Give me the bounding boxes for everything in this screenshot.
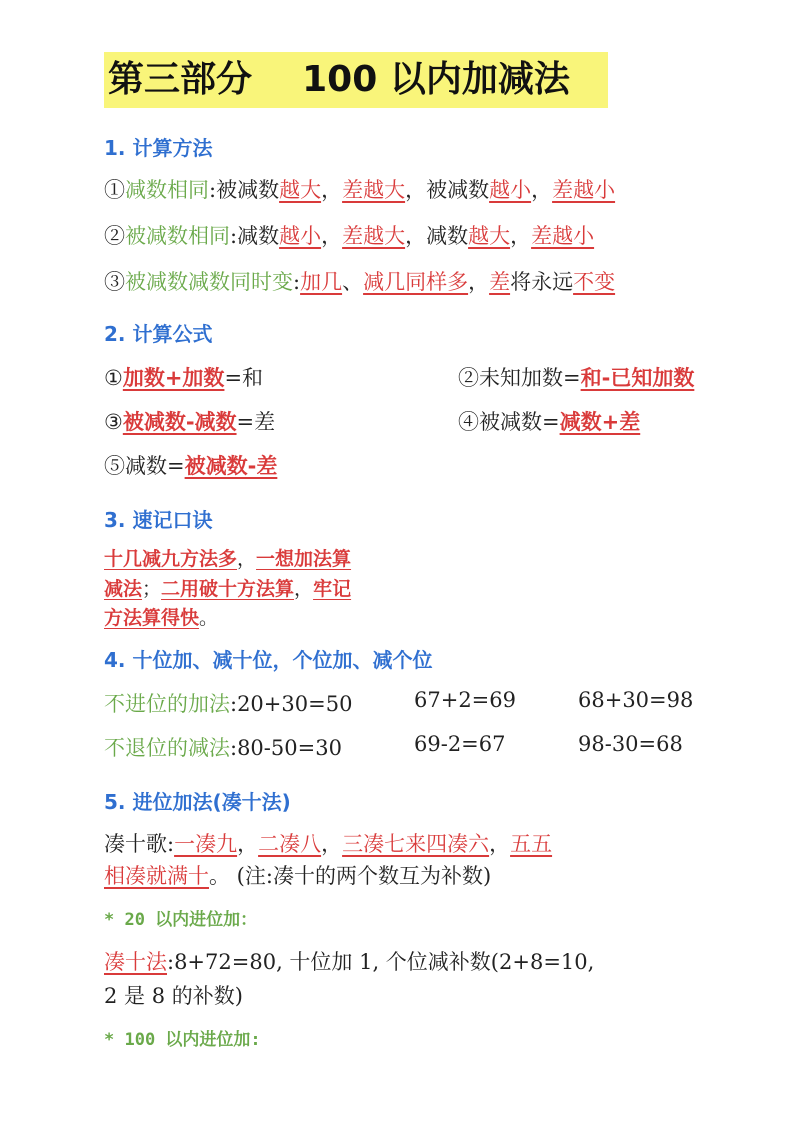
example-label: 不进位的加法 — [104, 692, 230, 716]
method-text: :8+72=80, 十位加 1, 个位减补数(2+8=10, — [167, 950, 595, 974]
mnemonic-line-3 — [104, 603, 218, 633]
row-highlight: 越小 — [279, 224, 322, 248]
row-text: ， — [531, 178, 553, 202]
example-expression: 98-30=68 — [578, 732, 683, 756]
row-sep: : — [209, 178, 217, 202]
method-example-line-2: 2 是 8 的补数) — [104, 984, 243, 1008]
song-highlight: 二凑八 — [258, 832, 322, 856]
row-label: 被减数减数同时变 — [125, 270, 293, 294]
formula-1 — [104, 362, 263, 392]
subheading-within-20: * 20 以内进位加： — [104, 910, 258, 930]
formula-2 — [458, 362, 694, 392]
row-text: ，减数 — [405, 224, 469, 248]
mnemonic-text: ； — [142, 578, 162, 600]
formula-text: 未知加数= — [479, 366, 581, 390]
row-mark: ① — [104, 178, 125, 202]
no-borrow-subtraction-row — [104, 732, 342, 762]
row-mark: ② — [104, 224, 125, 248]
example-expression: 69-2=67 — [414, 732, 506, 756]
row-highlight: 差越小 — [531, 224, 595, 248]
row-text: 被减数 — [216, 178, 280, 202]
formula-mark: ③ — [104, 410, 123, 434]
formula-3 — [104, 406, 275, 436]
row-highlight: 不变 — [573, 270, 616, 294]
formula-highlight: 被减数-减数 — [122, 410, 237, 434]
song-highlight: 相凑就满十 — [104, 864, 209, 888]
mnemonic-line-2 — [104, 574, 351, 604]
method-row-2 — [104, 220, 594, 250]
mnemonic-text: ， — [237, 548, 257, 570]
formula-text: 减数= — [125, 454, 185, 478]
section-heading-5: 5. 进位加法(凑十法) — [104, 790, 291, 814]
formula-text: =和 — [224, 366, 264, 390]
row-highlight: 差越大 — [342, 224, 406, 248]
example-expression: 67+2=69 — [414, 688, 516, 712]
formula-highlight: 被减数-差 — [184, 454, 278, 478]
method-highlight: 凑十法 — [104, 950, 167, 974]
example-expression: 68+30=98 — [578, 688, 694, 712]
page-title: 第三部分 100 以内加减法 — [104, 52, 608, 108]
formula-highlight: 和-已知加数 — [580, 366, 695, 390]
no-carry-addition-row — [104, 688, 352, 718]
formula-5 — [104, 450, 277, 480]
mnemonic-highlight: 十几减九方法多 — [104, 548, 238, 570]
method-example-line-1 — [104, 946, 594, 976]
row-label: 减数相同 — [125, 178, 209, 202]
row-text: ， — [468, 270, 490, 294]
section-heading-1: 1. 计算方法 — [104, 136, 213, 160]
row-text: 减数 — [237, 224, 280, 248]
formula-text: =差 — [236, 410, 276, 434]
mnemonic-highlight: 二用破十方法算 — [161, 578, 295, 600]
song-text: ， — [321, 832, 343, 856]
formula-mark: ② — [458, 366, 479, 390]
song-highlight: 三凑七来四凑六 — [342, 832, 490, 856]
example-expression: :80-50=30 — [230, 736, 342, 760]
mnemonic-line-1 — [104, 544, 351, 574]
row-highlight: 差越大 — [342, 178, 406, 202]
example-label: 不退位的减法 — [104, 736, 230, 760]
song-line-1 — [104, 828, 552, 858]
row-text: 、 — [342, 270, 364, 294]
formula-mark: ④ — [458, 410, 479, 434]
mnemonic-text: ， — [294, 578, 314, 600]
formula-mark: ① — [104, 366, 123, 390]
mnemonic-highlight: 牢记 — [313, 578, 352, 600]
row-highlight: 越大 — [468, 224, 511, 248]
row-highlight: 越大 — [279, 178, 322, 202]
row-highlight: 减几同样多 — [363, 270, 469, 294]
section-heading-3: 3. 速记口诀 — [104, 508, 213, 532]
song-line-2 — [104, 860, 491, 890]
row-highlight: 差越小 — [552, 178, 616, 202]
formula-highlight: 加数+加数 — [122, 366, 225, 390]
row-label: 被减数相同 — [125, 224, 230, 248]
song-highlight: 五五 — [510, 832, 553, 856]
row-text: ， — [321, 178, 343, 202]
song-highlight: 一凑九 — [174, 832, 238, 856]
formula-4 — [458, 406, 640, 436]
mnemonic-highlight: 方法算得快 — [104, 607, 200, 629]
subheading-within-100: * 100 以内进位加: — [104, 1030, 261, 1050]
formula-highlight: 减数+差 — [559, 410, 641, 434]
row-mark: ③ — [104, 270, 125, 294]
song-text: ， — [489, 832, 511, 856]
song-text: ， — [237, 832, 259, 856]
mnemonic-highlight: 一想加法算 — [256, 548, 352, 570]
row-text: ， — [321, 224, 343, 248]
section-heading-2: 2. 计算公式 — [104, 322, 213, 346]
mnemonic-highlight: 减法 — [104, 578, 143, 600]
row-text: ，被减数 — [405, 178, 490, 202]
mnemonic-text: 。 — [199, 607, 219, 629]
row-text: ， — [510, 224, 532, 248]
formula-text: 被减数= — [479, 410, 560, 434]
row-sep: : — [293, 270, 301, 294]
row-highlight: 差 — [489, 270, 511, 294]
method-row-3 — [104, 266, 615, 296]
row-highlight: 越小 — [489, 178, 532, 202]
row-sep: : — [230, 224, 238, 248]
formula-mark: ⑤ — [104, 454, 125, 478]
song-note: 。 (注:凑十的两个数互为补数) — [209, 864, 492, 888]
row-highlight: 加几 — [300, 270, 343, 294]
section-heading-4: 4. 十位加、减十位，个位加、减个位 — [104, 648, 433, 672]
example-expression: :20+30=50 — [230, 692, 353, 716]
song-head: 凑十歌: — [104, 832, 175, 856]
row-text: 将永远 — [510, 270, 574, 294]
method-row-1 — [104, 174, 615, 204]
